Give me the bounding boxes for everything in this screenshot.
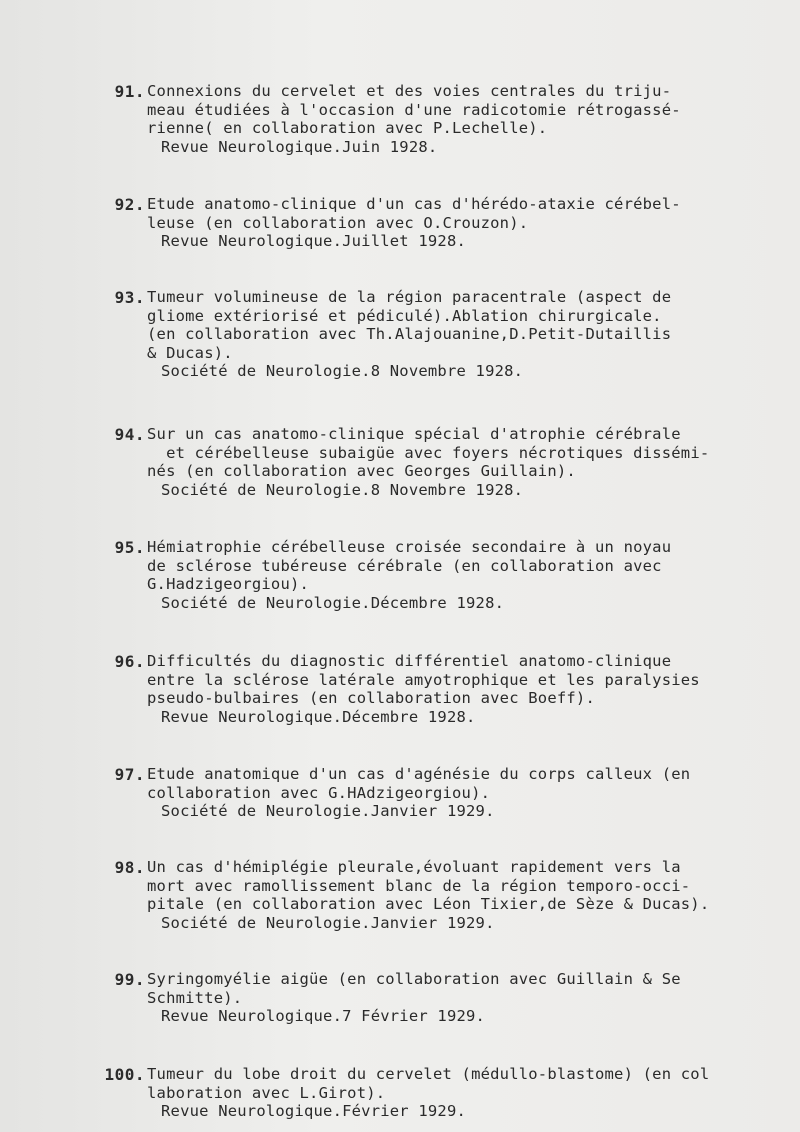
entry-text <box>147 652 797 726</box>
entry-title: Etude anatomo-clinique d'un cas d'hérédo-ataxie cérébel- leuse (en collaboration avec O.Crouzon). <box>147 195 681 232</box>
entry-title: Sur un cas anatomo-clinique spécial d'atrophie cérébrale et cérébelleuse subaigüe avec foyers nécrotiques dissémi- nés (en collaboration avec Georges Guillain). <box>147 425 710 480</box>
entry-text <box>147 425 797 499</box>
entry-source: Revue Neurologique.7 Février 1929. <box>161 1007 486 1025</box>
entry-number: 97. <box>114 765 145 784</box>
entry-number: 91. <box>114 82 145 101</box>
entry-source: Revue Neurologique.Décembre 1928. <box>161 707 476 726</box>
entry-title: Syringomyélie aigüe (en collaboration avec Guillain & Se Schmitte). <box>147 970 681 1007</box>
entry-number: 99. <box>114 970 145 989</box>
entry-source: Société de Neurologie.8 Novembre 1928. <box>161 362 524 380</box>
entry-number: 100. <box>104 1065 145 1084</box>
entry-source: Revue Neurologique.Juin 1928. <box>161 137 438 156</box>
entry-number: 92. <box>114 195 145 214</box>
entry-text <box>147 858 797 932</box>
entry-source: Revue Neurologique.Février 1929. <box>161 1102 467 1120</box>
entry-source: Société de Neurologie.8 Novembre 1928. <box>161 480 524 499</box>
entry-number: 94. <box>114 425 145 444</box>
entry-number: 98. <box>114 858 145 877</box>
entry-text <box>147 538 797 612</box>
entry-title: Un cas d'hémiplégie pleurale,évoluant rapidement vers la mort avec ramollissement blanc de la région temporo-occi- pitale (en collaboration avec Léon Tixier,de Sèze & Ducas). <box>147 858 710 913</box>
entry-source: Revue Neurologique.Juillet 1928. <box>161 232 467 250</box>
entry-title: Hémiatrophie cérébelleuse croisée secondaire à un noyau de sclérose tubéreuse cérébrale (en collaboration avec G.Hadzigeorgiou). <box>147 538 672 593</box>
entry-text <box>147 1065 797 1121</box>
entry-text <box>147 765 797 821</box>
entry-title: Connexions du cervelet et des voies centrales du triju- meau étudiées à l'occasion d'une radicotomie rétrogassé- rienne( en collaboration avec P.Lechelle). <box>147 82 681 137</box>
entry-title: Tumeur du lobe droit du cervelet (médullo-blastome) (en col laboration avec L.Girot). <box>147 1065 710 1102</box>
entry-text <box>147 82 797 156</box>
entry-text <box>147 195 797 251</box>
entry-text <box>147 970 797 1026</box>
entry-title: Difficultés du diagnostic différentiel anatomo-clinique entre la sclérose latérale amyotrophique et les paralysies pseudo-bulbaires (en collaboration avec Boeff). <box>147 652 700 707</box>
entry-source: Société de Neurologie.Décembre 1928. <box>161 593 505 612</box>
entry-source: Société de Neurologie.Janvier 1929. <box>161 802 495 820</box>
entry-number: 93. <box>114 288 145 307</box>
entry-text <box>147 288 797 381</box>
entry-title: Etude anatomique d'un cas d'agénésie du corps calleux (en collaboration avec G.HAdzigeorgiou). <box>147 765 691 802</box>
entry-title: Tumeur volumineuse de la région paracentrale (aspect de gliome extériorisé et pédiculé).Ablation chirurgicale. (en collaboration avec Th.Alajouanine,D.Petit-Dutaillis & Ducas). <box>147 288 672 362</box>
entry-number: 96. <box>114 652 145 671</box>
entry-source: Société de Neurologie.Janvier 1929. <box>161 913 495 932</box>
entry-number: 95. <box>114 538 145 557</box>
